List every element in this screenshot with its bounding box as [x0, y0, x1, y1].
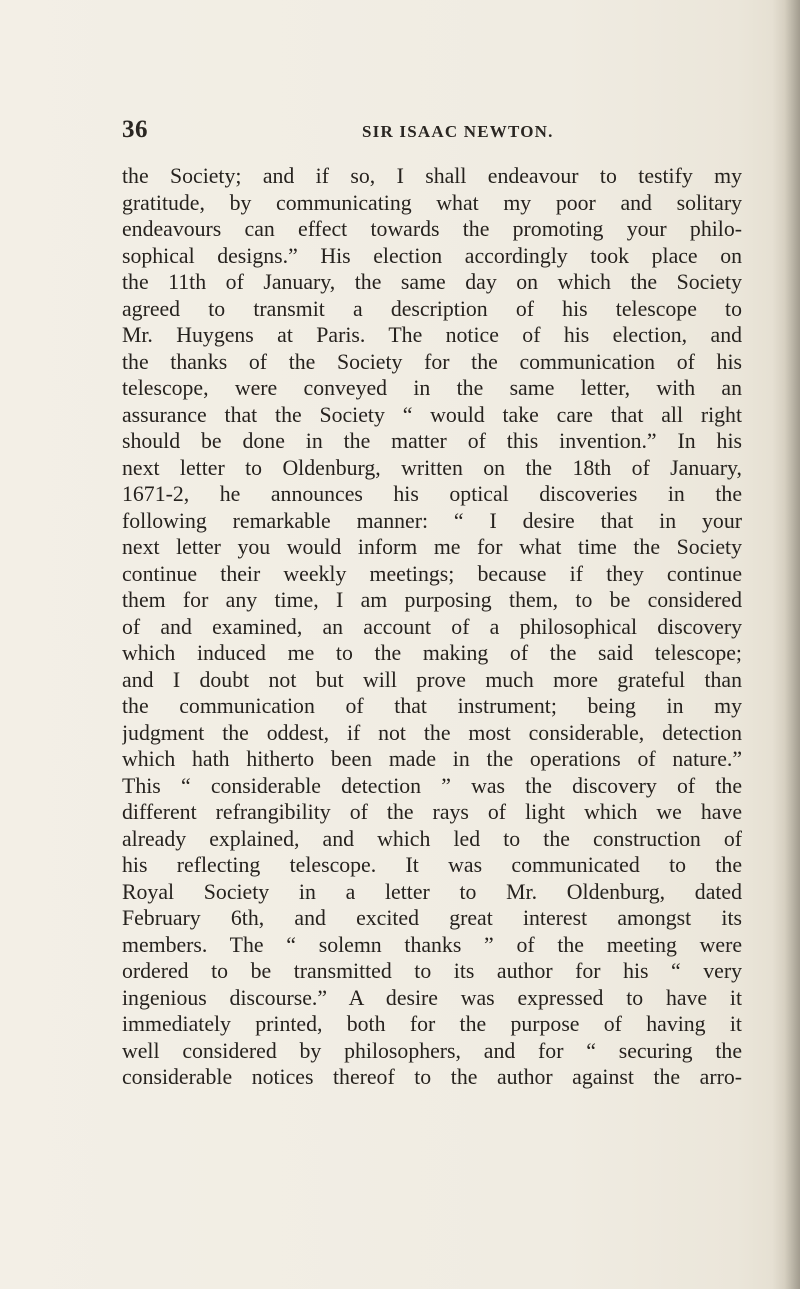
running-head: SIR ISAAC NEWTON.	[362, 122, 554, 141]
body-text	[122, 163, 742, 1091]
text-line: them for any time, I am purposing them, to be considered	[122, 588, 742, 612]
text-line: the communication of that instrument; being in my	[122, 694, 742, 718]
text-line: different refrangibility of the rays of light which we have	[122, 800, 742, 824]
text-line: following remarkable manner: “ I desire that in your	[122, 508, 742, 533]
text-line: gratitude, by communicating what my poor and solitary	[122, 190, 742, 215]
text-line: already explained, and which led to the construction of	[122, 826, 742, 851]
text-line: next letter you would inform me for what time the Society	[122, 535, 742, 559]
text-line: of and examined, an account of a philosophical discovery	[122, 614, 742, 639]
text-line: telescope, were conveyed in the same letter, with an	[122, 376, 742, 400]
text-line: should be done in the matter of this invention.” In his	[122, 429, 742, 453]
text-line: ingenious discourse.” A desire was expressed to have it	[122, 985, 742, 1010]
text-line: ordered to be transmitted to its author for his “ very	[122, 959, 742, 983]
text-line: his reflecting telescope. It was communicated to the	[122, 853, 742, 877]
text-line: agreed to transmit a description of his telescope to	[122, 296, 742, 321]
text-line: February 6th, and excited great interest amongst its	[122, 906, 742, 930]
text-line: the Society; and if so, I shall endeavour to testify my	[122, 164, 742, 188]
text-line: Mr. Huygens at Paris. The notice of his election, and	[122, 323, 742, 347]
page-edge-shadow	[772, 0, 800, 1289]
text-line: well considered by philosophers, and for “ securing the	[122, 1038, 742, 1063]
text-line: assurance that the Society “ would take care that all right	[122, 402, 742, 427]
text-line: 1671-2, he announces his optical discoveries in the	[122, 482, 742, 506]
text-line: This “ considerable detection ” was the discovery of the	[122, 773, 742, 798]
text-line: which induced me to the making of the said telescope;	[122, 641, 742, 665]
page-header	[122, 116, 742, 150]
text-line: the 11th of January, the same day on which the Society	[122, 270, 742, 294]
text-line: immediately printed, both for the purpose of having it	[122, 1012, 742, 1036]
text-line: next letter to Oldenburg, written on the 18th of January,	[122, 455, 742, 480]
text-line: sophical designs.” His election accordingly took place on	[122, 243, 742, 268]
text-line: considerable notices thereof to the author against the arro-	[122, 1065, 742, 1089]
text-line: and I doubt not but will prove much more grateful than	[122, 667, 742, 692]
text-line: Royal Society in a letter to Mr. Oldenburg, dated	[122, 879, 742, 904]
text-line: which hath hitherto been made in the operations of nature.”	[122, 747, 742, 771]
text-line: continue their weekly meetings; because if they continue	[122, 561, 742, 586]
text-line: the thanks of the Society for the communication of his	[122, 349, 742, 374]
text-line: judgment the oddest, if not the most considerable, detection	[122, 720, 742, 745]
text-line: members. The “ solemn thanks ” of the meeting were	[122, 932, 742, 957]
text-line: endeavours can effect towards the promoting your philo-	[122, 217, 742, 241]
page-number: 36	[122, 116, 148, 143]
